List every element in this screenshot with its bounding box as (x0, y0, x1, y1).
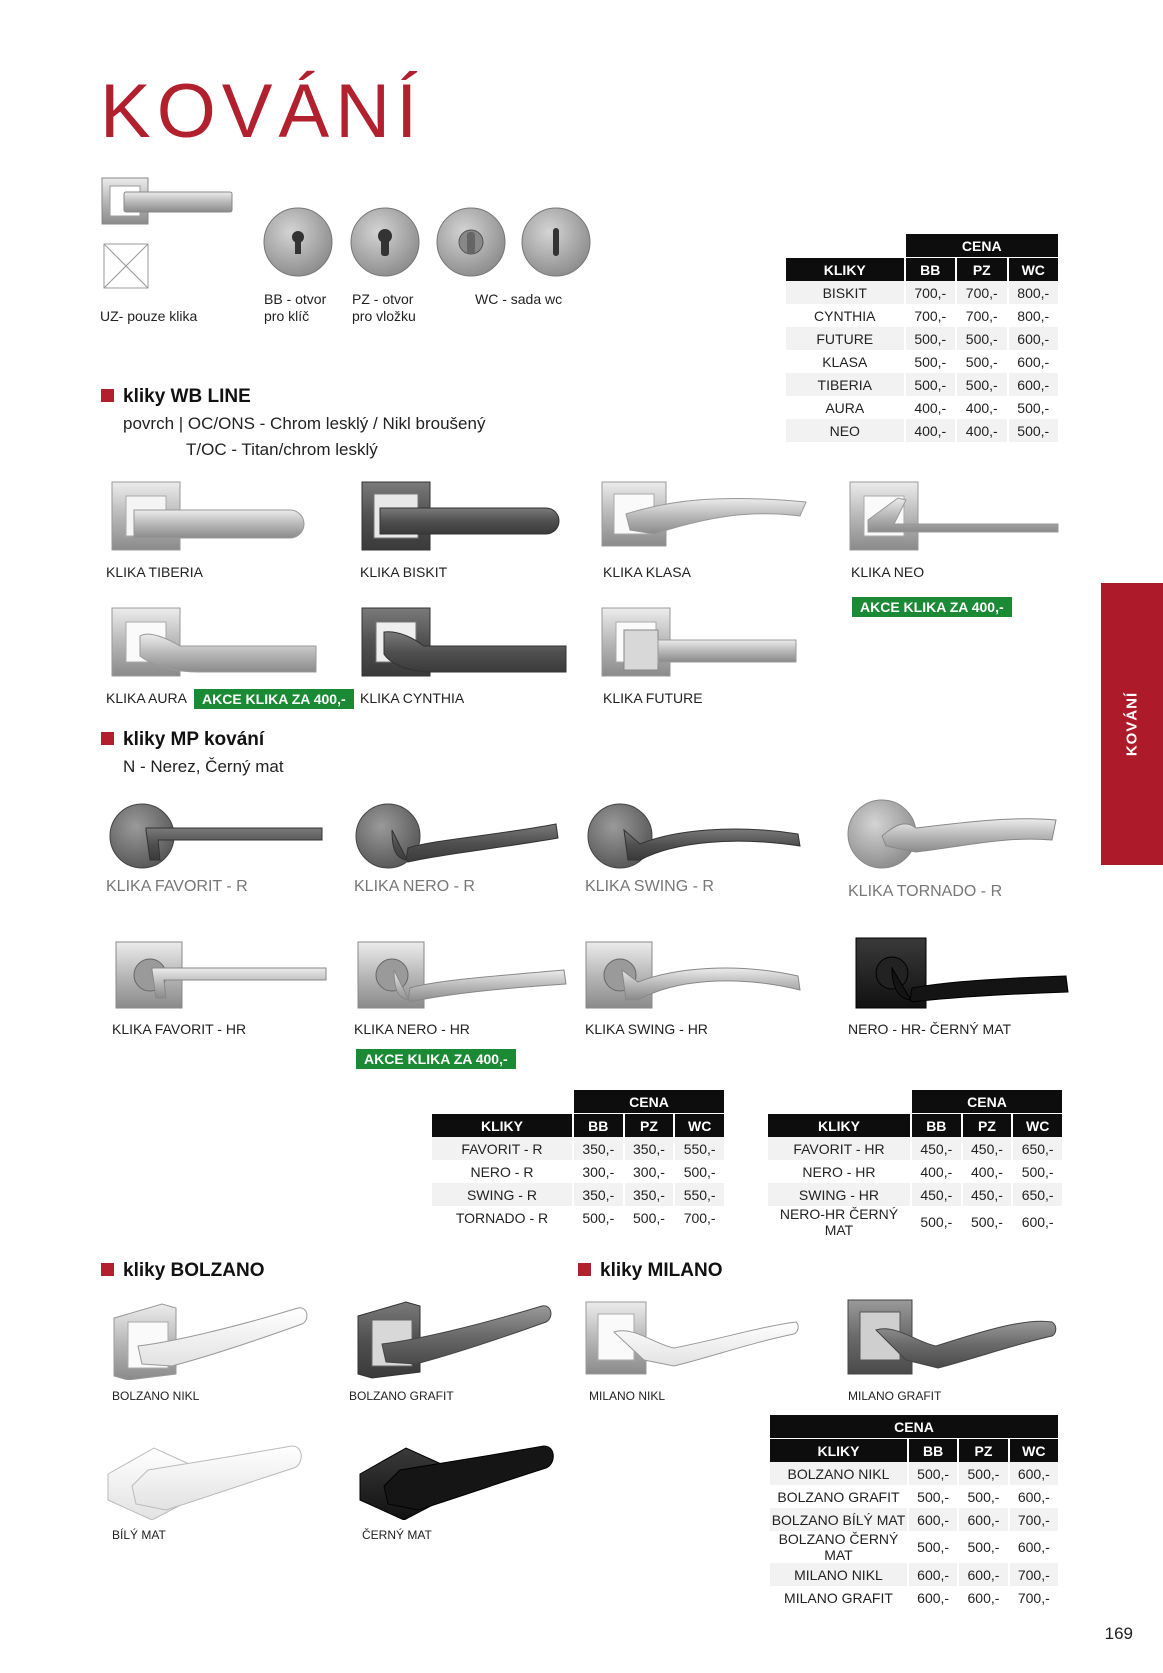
cell-price: 800,- (1009, 281, 1059, 304)
table-caption: CENA (770, 1415, 1058, 1439)
col-header-pz: PZ (957, 258, 1006, 281)
cell-price: 500,- (574, 1206, 623, 1229)
cell-product: FAVORIT - R (432, 1137, 572, 1160)
col-header-pz: PZ (963, 1114, 1012, 1137)
legend-pz-2: pro vložku (352, 308, 416, 324)
cell-product: CYNTHIA (786, 304, 904, 327)
legend-wc: WC - sada wc (475, 291, 563, 307)
cell-price: 500,- (909, 1485, 957, 1508)
handle-label: KLIKA NERO - HR (354, 1021, 470, 1037)
cell-price: 650,- (1013, 1183, 1062, 1206)
handle-nero-hr-black-image (854, 936, 1074, 1010)
handle-label: KLIKA FAVORIT - HR (112, 1021, 247, 1037)
cell-price: 600,- (909, 1508, 957, 1531)
promo-badge: AKCE KLIKA ZA 400,- (194, 689, 354, 709)
cell-price: 500,- (959, 1531, 1007, 1563)
table-row (770, 1531, 1058, 1563)
price-table-wb-line (784, 234, 1060, 442)
cell-price: 400,- (957, 396, 1006, 419)
legend-bb-1: BB - otvor (264, 291, 327, 307)
handle-label: KLIKA FAVORIT - R (106, 878, 248, 895)
cell-price: 350,- (574, 1183, 623, 1206)
table-row (768, 1206, 1062, 1238)
cell-price: 500,- (909, 1462, 957, 1485)
cell-price: 400,- (906, 419, 955, 442)
col-header-kliky: KLIKY (786, 258, 904, 281)
cell-price: 550,- (675, 1183, 724, 1206)
cell-price: 500,- (1009, 396, 1059, 419)
cell-price: 700,- (1010, 1508, 1058, 1531)
cell-price: 600,- (959, 1508, 1007, 1531)
table-caption: CENA (574, 1090, 724, 1114)
wc-knob-rosette-icon (435, 206, 507, 278)
table-row (768, 1183, 1062, 1206)
cell-price: 500,- (625, 1206, 674, 1229)
section-heading-milano: kliky MILANO (578, 1260, 722, 1282)
col-header-pz: PZ (959, 1439, 1007, 1462)
cell-price: 700,- (1010, 1586, 1058, 1609)
handle-label: KLIKA CYNTHIA (360, 690, 465, 706)
section-heading-wb-line: kliky WB LINE (101, 386, 251, 408)
wc-indicator-rosette-icon (520, 206, 592, 278)
wb-surface-line1: povrch | OC/ONS - Chrom lesklý / Nikl broušený (123, 414, 486, 433)
cell-product: MILANO NIKL (770, 1563, 907, 1586)
promo-badge: AKCE KLIKA ZA 400,- (852, 597, 1012, 617)
cell-price: 450,- (963, 1183, 1012, 1206)
pz-rosette-icon (349, 206, 421, 278)
handle-favorit-hr-image (114, 940, 328, 1010)
handle-klasa-image (600, 480, 810, 552)
cell-price: 600,- (959, 1586, 1007, 1609)
handle-nero-hr-image (356, 940, 570, 1010)
cell-price: 600,- (909, 1563, 957, 1586)
cell-product: BOLZANO BÍLÝ MAT (770, 1508, 907, 1531)
cell-price: 600,- (1010, 1485, 1058, 1508)
cell-product: KLASA (786, 350, 904, 373)
table-row (432, 1137, 724, 1160)
col-header-bb: BB (906, 258, 955, 281)
cell-price: 450,- (963, 1137, 1012, 1160)
handle-label: ČERNÝ MAT (362, 1528, 432, 1542)
cell-price: 600,- (909, 1586, 957, 1609)
cell-price: 500,- (957, 350, 1006, 373)
price-table-bolzano-milano (768, 1415, 1060, 1609)
handle-bolzano-white-image (106, 1434, 306, 1520)
table-row (770, 1462, 1058, 1485)
cell-price: 700,- (957, 304, 1006, 327)
handle-bolzano-black-image (358, 1434, 558, 1520)
col-header-kliky: KLIKY (768, 1114, 910, 1137)
handle-future-image (600, 606, 800, 678)
price-table-mp-r (430, 1090, 726, 1229)
cell-product: SWING - R (432, 1183, 572, 1206)
cell-price: 350,- (625, 1183, 674, 1206)
table-row (786, 396, 1058, 419)
table-caption: CENA (906, 234, 1058, 258)
table-row (786, 304, 1058, 327)
cell-price: 350,- (574, 1137, 623, 1160)
table-row (786, 419, 1058, 442)
cell-price: 400,- (957, 419, 1006, 442)
cell-price: 500,- (1013, 1160, 1062, 1183)
handle-label: KLIKA BISKIT (360, 564, 448, 580)
cell-price: 600,- (1013, 1206, 1062, 1238)
handle-label: KLIKA FUTURE (603, 690, 703, 706)
cell-price: 700,- (906, 304, 955, 327)
cell-price: 500,- (963, 1206, 1012, 1238)
cell-price: 450,- (912, 1183, 961, 1206)
handle-label: KLIKA SWING - HR (585, 1021, 708, 1037)
cell-price: 600,- (1009, 350, 1059, 373)
handle-label: KLIKA TORNADO - R (848, 883, 1003, 900)
cell-price: 500,- (1009, 419, 1059, 442)
handle-aura-image (110, 606, 320, 678)
handle-label: KLIKA TIBERIA (106, 564, 204, 580)
handle-nero-r-image (352, 800, 562, 870)
handle-label: MILANO NIKL (589, 1389, 666, 1403)
cell-price: 500,- (675, 1160, 724, 1183)
section-heading-bolzano: kliky BOLZANO (101, 1260, 264, 1282)
col-header-bb: BB (574, 1114, 623, 1137)
table-row (768, 1137, 1062, 1160)
cell-price: 500,- (912, 1206, 961, 1238)
cell-product: TIBERIA (786, 373, 904, 396)
col-header-bb: BB (909, 1439, 957, 1462)
cell-price: 400,- (912, 1160, 961, 1183)
handle-label: MILANO GRAFIT (848, 1389, 942, 1403)
table-row (432, 1183, 724, 1206)
cell-price: 400,- (963, 1160, 1012, 1183)
col-header-wc: WC (1009, 258, 1059, 281)
cell-price: 500,- (957, 327, 1006, 350)
table-row (770, 1485, 1058, 1508)
handle-label: BOLZANO GRAFIT (349, 1389, 454, 1403)
cell-price: 500,- (906, 350, 955, 373)
cell-price: 700,- (906, 281, 955, 304)
table-row (432, 1206, 724, 1229)
legend-bb-2: pro klíč (264, 308, 310, 324)
side-tab (1101, 583, 1163, 865)
table-row (770, 1586, 1058, 1609)
cell-price: 500,- (959, 1462, 1007, 1485)
handle-biskit-image (360, 480, 560, 552)
handle-label: KLIKA AURA (106, 690, 187, 706)
handle-label: BÍLÝ MAT (112, 1528, 166, 1542)
col-header-kliky: KLIKY (432, 1114, 572, 1137)
handle-cynthia-image (360, 606, 570, 678)
cell-price: 600,- (1009, 327, 1059, 350)
section-heading-mp: kliky MP kování (101, 729, 264, 751)
table-row (432, 1160, 724, 1183)
cell-price: 600,- (1009, 373, 1059, 396)
cell-price: 600,- (959, 1563, 1007, 1586)
cell-price: 700,- (1010, 1563, 1058, 1586)
bb-rosette-icon (262, 206, 334, 278)
mp-surface: N - Nerez, Černý mat (123, 757, 284, 776)
cell-product: FAVORIT - HR (768, 1137, 910, 1160)
handle-label: KLIKA NEO (851, 564, 925, 580)
table-row (786, 350, 1058, 373)
table-row (786, 327, 1058, 350)
col-header-bb: BB (912, 1114, 961, 1137)
handle-tornado-r-image (846, 796, 1066, 872)
cell-product: AURA (786, 396, 904, 419)
wb-surface-line2: T/OC - Titan/chrom lesklý (186, 440, 378, 459)
cell-price: 450,- (912, 1137, 961, 1160)
handle-bolzano-grafit-image (356, 1296, 556, 1380)
handle-label: KLIKA NERO - R (354, 878, 475, 895)
side-tab-label: KOVÁNÍ (1123, 691, 1141, 757)
handle-favorit-r-image (106, 800, 326, 870)
handle-milano-nikl-image (584, 1298, 804, 1378)
table-row (770, 1508, 1058, 1531)
cell-product: TORNADO - R (432, 1206, 572, 1229)
promo-badge: AKCE KLIKA ZA 400,- (356, 1049, 516, 1069)
cell-price: 500,- (959, 1485, 1007, 1508)
cell-product: SWING - HR (768, 1183, 910, 1206)
cell-price: 700,- (675, 1206, 724, 1229)
handle-neo-image (848, 480, 1062, 552)
cell-price: 550,- (675, 1137, 724, 1160)
legend-uz: UZ- pouze klika (100, 308, 198, 324)
page-title: KOVÁNÍ (100, 69, 424, 154)
handle-swing-hr-image (584, 940, 804, 1010)
cell-product: BOLZANO GRAFIT (770, 1485, 907, 1508)
cell-price: 500,- (909, 1531, 957, 1563)
col-header-wc: WC (1010, 1439, 1058, 1462)
cell-price: 500,- (906, 373, 955, 396)
col-header-wc: WC (1013, 1114, 1062, 1137)
cell-price: 600,- (1010, 1462, 1058, 1485)
col-header-kliky: KLIKY (770, 1439, 907, 1462)
legend-pz-1: PZ - otvor (352, 291, 414, 307)
cell-product: BOLZANO ČERNÝ MAT (770, 1531, 907, 1563)
cell-price: 300,- (625, 1160, 674, 1183)
cell-price: 400,- (906, 396, 955, 419)
cell-product: FUTURE (786, 327, 904, 350)
table-row (786, 373, 1058, 396)
cell-product: BISKIT (786, 281, 904, 304)
uz-icon (103, 243, 149, 289)
cell-product: NERO - HR (768, 1160, 910, 1183)
handle-bolzano-nikl-image (112, 1298, 312, 1380)
cell-price: 800,- (1009, 304, 1059, 327)
page-number: 169 (1104, 1624, 1133, 1643)
cell-price: 500,- (957, 373, 1006, 396)
table-row (786, 281, 1058, 304)
cell-price: 700,- (957, 281, 1006, 304)
col-header-wc: WC (675, 1114, 724, 1137)
handle-milano-grafit-image (846, 1296, 1060, 1380)
cell-product: NERO-HR ČERNÝ MAT (768, 1206, 910, 1238)
price-table-mp-hr (766, 1090, 1064, 1238)
table-row (768, 1160, 1062, 1183)
cell-product: BOLZANO NIKL (770, 1462, 907, 1485)
uz-handle-image (100, 176, 236, 228)
cell-product: NERO - R (432, 1160, 572, 1183)
cell-price: 600,- (1010, 1531, 1058, 1563)
cell-product: NEO (786, 419, 904, 442)
col-header-pz: PZ (625, 1114, 674, 1137)
handle-swing-r-image (584, 800, 804, 870)
table-caption: CENA (912, 1090, 1062, 1114)
cell-price: 650,- (1013, 1137, 1062, 1160)
handle-label: KLIKA SWING - R (585, 878, 714, 895)
handle-tiberia-image (110, 480, 310, 552)
cell-price: 350,- (625, 1137, 674, 1160)
table-row (770, 1563, 1058, 1586)
handle-label: NERO - HR- ČERNÝ MAT (848, 1021, 1012, 1037)
cell-product: MILANO GRAFIT (770, 1586, 907, 1609)
cell-price: 300,- (574, 1160, 623, 1183)
cell-price: 500,- (906, 327, 955, 350)
handle-label: KLIKA KLASA (603, 564, 691, 580)
handle-label: BOLZANO NIKL (112, 1389, 200, 1403)
